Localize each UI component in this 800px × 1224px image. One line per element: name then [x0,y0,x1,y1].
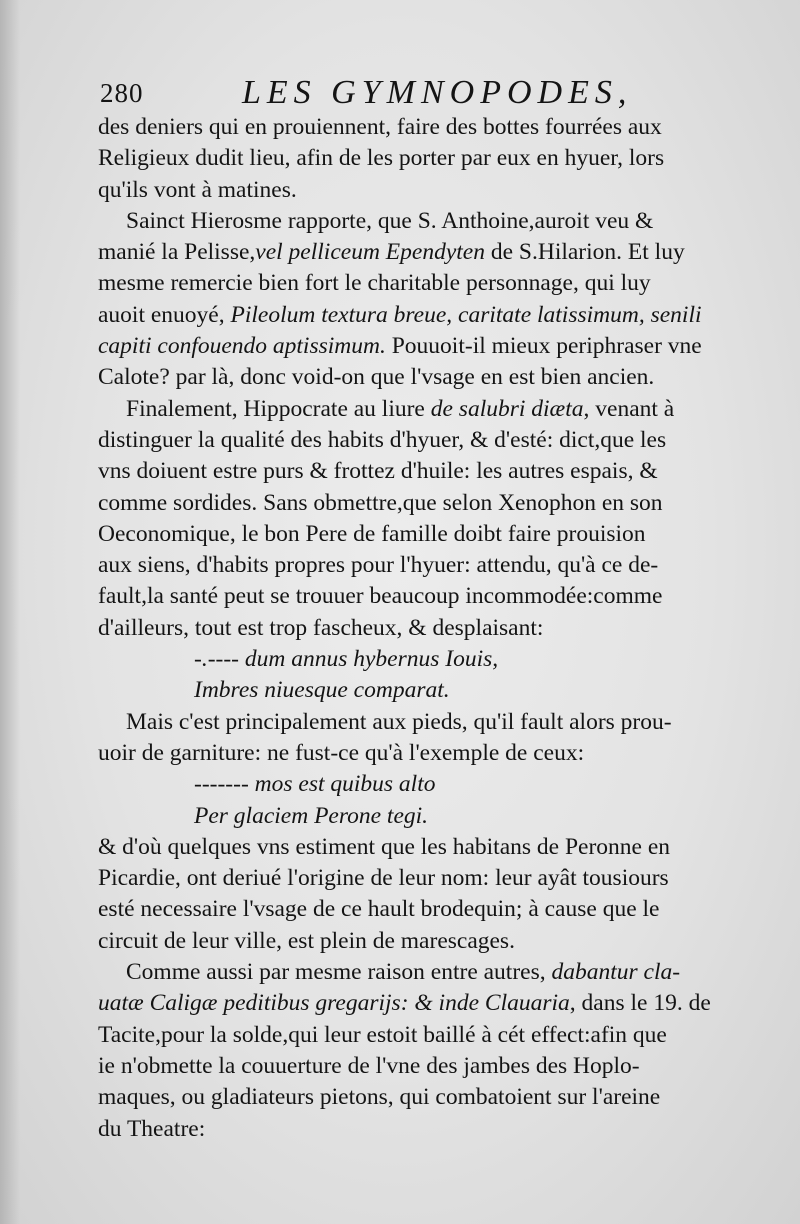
verse-line: Imbres niuesque comparat. [194,677,450,704]
text-line: maques, ou gladiateurs pietons, qui combatoient sur l'areine [98,1084,661,1111]
running-title: LES GYMNOPODES, [242,74,633,111]
text-line: circuit de leur ville, est plein de marescages. [98,927,515,954]
text-line: d'ailleurs, tout est trop fascheux, & desplaisant: [98,614,544,641]
paragraph-start-line: Sainct Hierosme rapporte, que S. Anthoine,auroit veu & [126,207,654,234]
text-line: Picardie, ont deriué l'origine de leur nom: leur ayât tousiours [98,865,669,892]
text-line: manié la Pelisse,vel pelliceum Ependyten de S.Hilarion. Et luy [98,239,685,266]
text-line: distinguer la qualité des habits d'hyuer, & d'esté: dict,que les [98,426,667,453]
text-line: du Theatre: [98,1115,206,1142]
verse-line: ------- mos est quibus alto [194,771,436,798]
text-line: uatæ Caligæ peditibus gregarijs: & inde Clauaria, dans le 19. de [98,990,711,1017]
text-line: aux siens, d'habits propres pour l'hyuer: attendu, qu'à ce de- [98,552,659,579]
text-line: uoir de garniture: ne fust-ce qu'à l'exemple de ceux: [98,739,585,766]
paragraph-start-line: Mais c'est principalement aux pieds, qu'il fault alors prou- [126,708,672,735]
text-line: fault,la santé peut se trouuer beaucoup incommodée:comme [98,583,663,610]
body-text [98,112,738,1145]
text-line: esté necessaire l'vsage de ce hault brodequin; à cause que le [98,896,660,923]
verse-line: -.---- dum annus hybernus Iouis, [194,646,499,673]
text-line: Oeconomique, le bon Pere de famille doibt faire prouision [98,520,646,547]
latin-phrase: dabantur cla- [551,959,681,986]
latin-phrase: uatæ Caligæ peditibus gregarijs: & inde Clauaria [98,990,570,1017]
text-line: Religieux dudit lieu, afin de les porter par eux en hyuer, lors [98,145,665,172]
page-number: 280 [100,78,144,108]
spine-shadow [0,0,20,1224]
text-line: & d'où quelques vns estiment que les habitans de Peronne en [98,833,671,860]
latin-phrase: capiti confouendo aptissimum. [98,333,386,360]
paragraph-start-line: Comme aussi par mesme raison entre autres, dabantur cla- [126,959,681,986]
text-line: ie n'obmette la couuerture de l'vne des jambes des Hoplo- [98,1052,640,1079]
text-line: Tacite,pour la solde,qui leur estoit baillé à cét effect:afin que [98,1021,667,1048]
text-line: comme sordides. Sans obmettre,que selon Xenophon en son [98,489,663,516]
page-header [100,72,740,116]
latin-phrase: Pileolum textura breue, caritate latissimum, senili [230,301,702,328]
text-line: mesme remercie bien fort le charitable personnage, qui luy [98,270,651,297]
paragraph-start-line: Finalement, Hippocrate au liure de salubri diæta, venant à [126,395,675,422]
text-line: vns doiuent estre purs & frottez d'huile: les autres espais, & [98,458,658,485]
text-line: des deniers qui en prouiennent, faire des bottes fourrées aux [98,114,662,140]
text-line: Calote? par là, donc void-on que l'vsage en est bien ancien. [98,364,655,391]
latin-phrase: vel pelliceum Ependyten [255,239,485,266]
verse-line: Per glaciem Perone tegi. [194,802,429,829]
latin-phrase: de salubri diæta [430,395,584,422]
text-line: auoit enuoyé, Pileolum textura breue, caritate latissimum, senili [98,301,702,328]
text-line: capiti confouendo aptissimum. Pouuoit-il mieux periphraser vne [98,333,702,360]
text-line: qu'ils vont à matines. [98,176,297,203]
